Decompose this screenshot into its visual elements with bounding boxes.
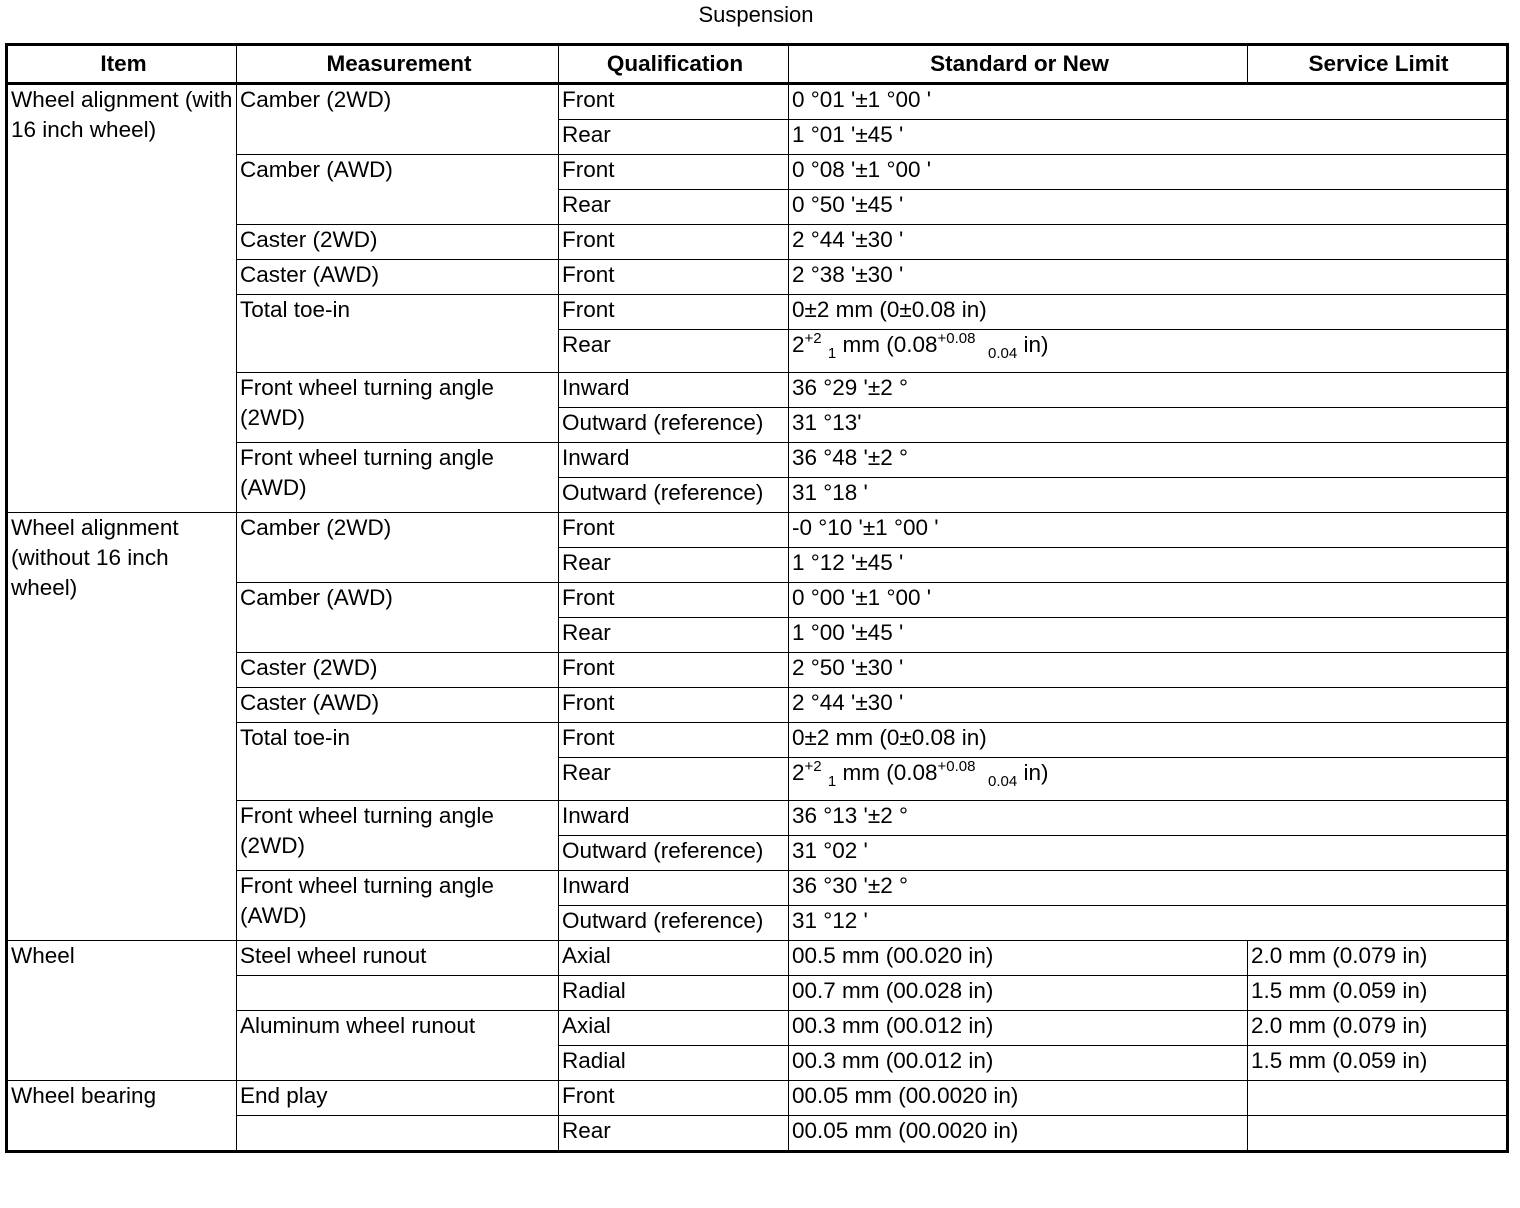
standard-cell: 00.3 mm (00.012 in)	[789, 1011, 1248, 1046]
header-row	[7, 45, 1508, 84]
service-limit-cell	[1248, 1081, 1508, 1116]
standard-cell: 00.5 mm (00.020 in)	[789, 941, 1248, 976]
qualification-cell: Front	[559, 723, 789, 758]
qualification-cell: Front	[559, 513, 789, 548]
table-row	[7, 513, 1508, 548]
qualification-cell: Inward	[559, 801, 789, 836]
qualification-cell: Radial	[559, 976, 789, 1011]
header-service-limit: Service Limit	[1248, 45, 1508, 84]
standard-cell: 00.05 mm (00.0020 in)	[789, 1116, 1248, 1152]
standard-cell: -0 °10 '±1 °00 '	[789, 513, 1508, 548]
service-limit-cell: 1.5 mm (0.059 in)	[1248, 1046, 1508, 1081]
qualification-cell: Inward	[559, 443, 789, 478]
measurement-cell: Caster (2WD)	[237, 653, 559, 688]
page-title: Suspension	[698, 2, 814, 27]
measurement-cell: Caster (2WD)	[237, 225, 559, 260]
qualification-cell: Rear	[559, 758, 789, 801]
measurement-cell: Camber (AWD)	[237, 583, 559, 653]
header-standard: Standard or New	[789, 45, 1248, 84]
standard-cell: 0 °00 '±1 °00 '	[789, 583, 1508, 618]
qualification-cell: Rear	[559, 120, 789, 155]
standard-cell-toe-rear: $2^{+2}$ $_1$ mm ($0.08^{+0.08}$ $_{0.04}$ in)	[789, 330, 1508, 373]
qualification-cell: Outward (reference)	[559, 906, 789, 941]
qualification-cell: Front	[559, 260, 789, 295]
qualification-cell: Inward	[559, 373, 789, 408]
service-limit-cell	[1248, 1116, 1508, 1152]
qualification-cell: Inward	[559, 871, 789, 906]
standard-cell: 2 °50 '±30 '	[789, 653, 1508, 688]
qualification-cell: Front	[559, 583, 789, 618]
measurement-cell: Camber (2WD)	[237, 84, 559, 155]
measurement-cell: Steel wheel runout	[237, 941, 559, 976]
measurement-cell: Caster (AWD)	[237, 260, 559, 295]
qualification-cell: Radial	[559, 1046, 789, 1081]
item-cell: Wheel alignment (without 16 inch wheel)	[7, 513, 237, 941]
qualification-cell: Rear	[559, 548, 789, 583]
measurement-cell: End play	[237, 1081, 559, 1116]
standard-cell: 0 °01 '±1 °00 '	[789, 84, 1508, 120]
standard-cell: 31 °12 '	[789, 906, 1508, 941]
qualification-cell: Front	[559, 155, 789, 190]
measurement-cell: Front wheel turning angle (2WD)	[237, 801, 559, 871]
qualification-cell: Axial	[559, 941, 789, 976]
measurement-cell: Front wheel turning angle (AWD)	[237, 443, 559, 513]
standard-cell: 0±2 mm (0±0.08 in)	[789, 295, 1508, 330]
spec-table	[5, 43, 1509, 1153]
qualification-cell: Front	[559, 653, 789, 688]
standard-cell: 31 °02 '	[789, 836, 1508, 871]
standard-cell: 0 °50 '±45 '	[789, 190, 1508, 225]
standard-cell: 1 °00 '±45 '	[789, 618, 1508, 653]
standard-cell: 00.3 mm (00.012 in)	[789, 1046, 1248, 1081]
measurement-cell: Total toe-in	[237, 723, 559, 801]
service-limit-cell: 1.5 mm (0.059 in)	[1248, 976, 1508, 1011]
standard-cell: 36 °29 '±2 °	[789, 373, 1508, 408]
qualification-cell: Front	[559, 295, 789, 330]
measurement-cell: Total toe-in	[237, 295, 559, 373]
measurement-cell: Aluminum wheel runout	[237, 1011, 559, 1081]
measurement-cell: Caster (AWD)	[237, 688, 559, 723]
service-limit-cell: 2.0 mm (0.079 in)	[1248, 941, 1508, 976]
qualification-cell: Front	[559, 84, 789, 120]
qualification-cell: Outward (reference)	[559, 478, 789, 513]
standard-cell: 2 °38 '±30 '	[789, 260, 1508, 295]
qualification-cell: Rear	[559, 1116, 789, 1152]
standard-cell: 36 °48 '±2 °	[789, 443, 1508, 478]
standard-cell: 2 °44 '±30 '	[789, 688, 1508, 723]
qualification-cell: Outward (reference)	[559, 408, 789, 443]
standard-cell: 0±2 mm (0±0.08 in)	[789, 723, 1508, 758]
table-row	[7, 1081, 1508, 1116]
standard-cell: 36 °13 '±2 °	[789, 801, 1508, 836]
measurement-cell: Camber (AWD)	[237, 155, 559, 225]
qualification-cell: Front	[559, 225, 789, 260]
measurement-cell	[237, 976, 559, 1011]
standard-cell: 36 °30 '±2 °	[789, 871, 1508, 906]
header-qualification: Qualification	[559, 45, 789, 84]
item-cell: Wheel	[7, 941, 237, 1081]
qualification-cell: Rear	[559, 330, 789, 373]
standard-cell-toe-rear: $2^{+2}$ $_1$ mm ($0.08^{+0.08}$ $_{0.04}$ in)	[789, 758, 1508, 801]
measurement-cell: Front wheel turning angle (AWD)	[237, 871, 559, 941]
standard-cell: 31 °13'	[789, 408, 1508, 443]
header-measurement: Measurement	[237, 45, 559, 84]
item-cell: Wheel bearing	[7, 1081, 237, 1152]
item-cell: Wheel alignment (with 16 inch wheel)	[7, 84, 237, 513]
measurement-cell: Front wheel turning angle (2WD)	[237, 373, 559, 443]
standard-cell: 0 °08 '±1 °00 '	[789, 155, 1508, 190]
header-item: Item	[7, 45, 237, 84]
qualification-cell: Rear	[559, 618, 789, 653]
standard-cell: 1 °12 '±45 '	[789, 548, 1508, 583]
measurement-cell	[237, 1116, 559, 1152]
table-row	[7, 84, 1508, 120]
standard-cell: 1 °01 '±45 '	[789, 120, 1508, 155]
standard-cell: 31 °18 '	[789, 478, 1508, 513]
standard-cell: 00.05 mm (00.0020 in)	[789, 1081, 1248, 1116]
qualification-cell: Front	[559, 1081, 789, 1116]
qualification-cell: Outward (reference)	[559, 836, 789, 871]
qualification-cell: Front	[559, 688, 789, 723]
qualification-cell: Rear	[559, 190, 789, 225]
qualification-cell: Axial	[559, 1011, 789, 1046]
table-row	[7, 941, 1508, 976]
standard-cell: 2 °44 '±30 '	[789, 225, 1508, 260]
standard-cell: 00.7 mm (00.028 in)	[789, 976, 1248, 1011]
service-limit-cell: 2.0 mm (0.079 in)	[1248, 1011, 1508, 1046]
measurement-cell: Camber (2WD)	[237, 513, 559, 583]
